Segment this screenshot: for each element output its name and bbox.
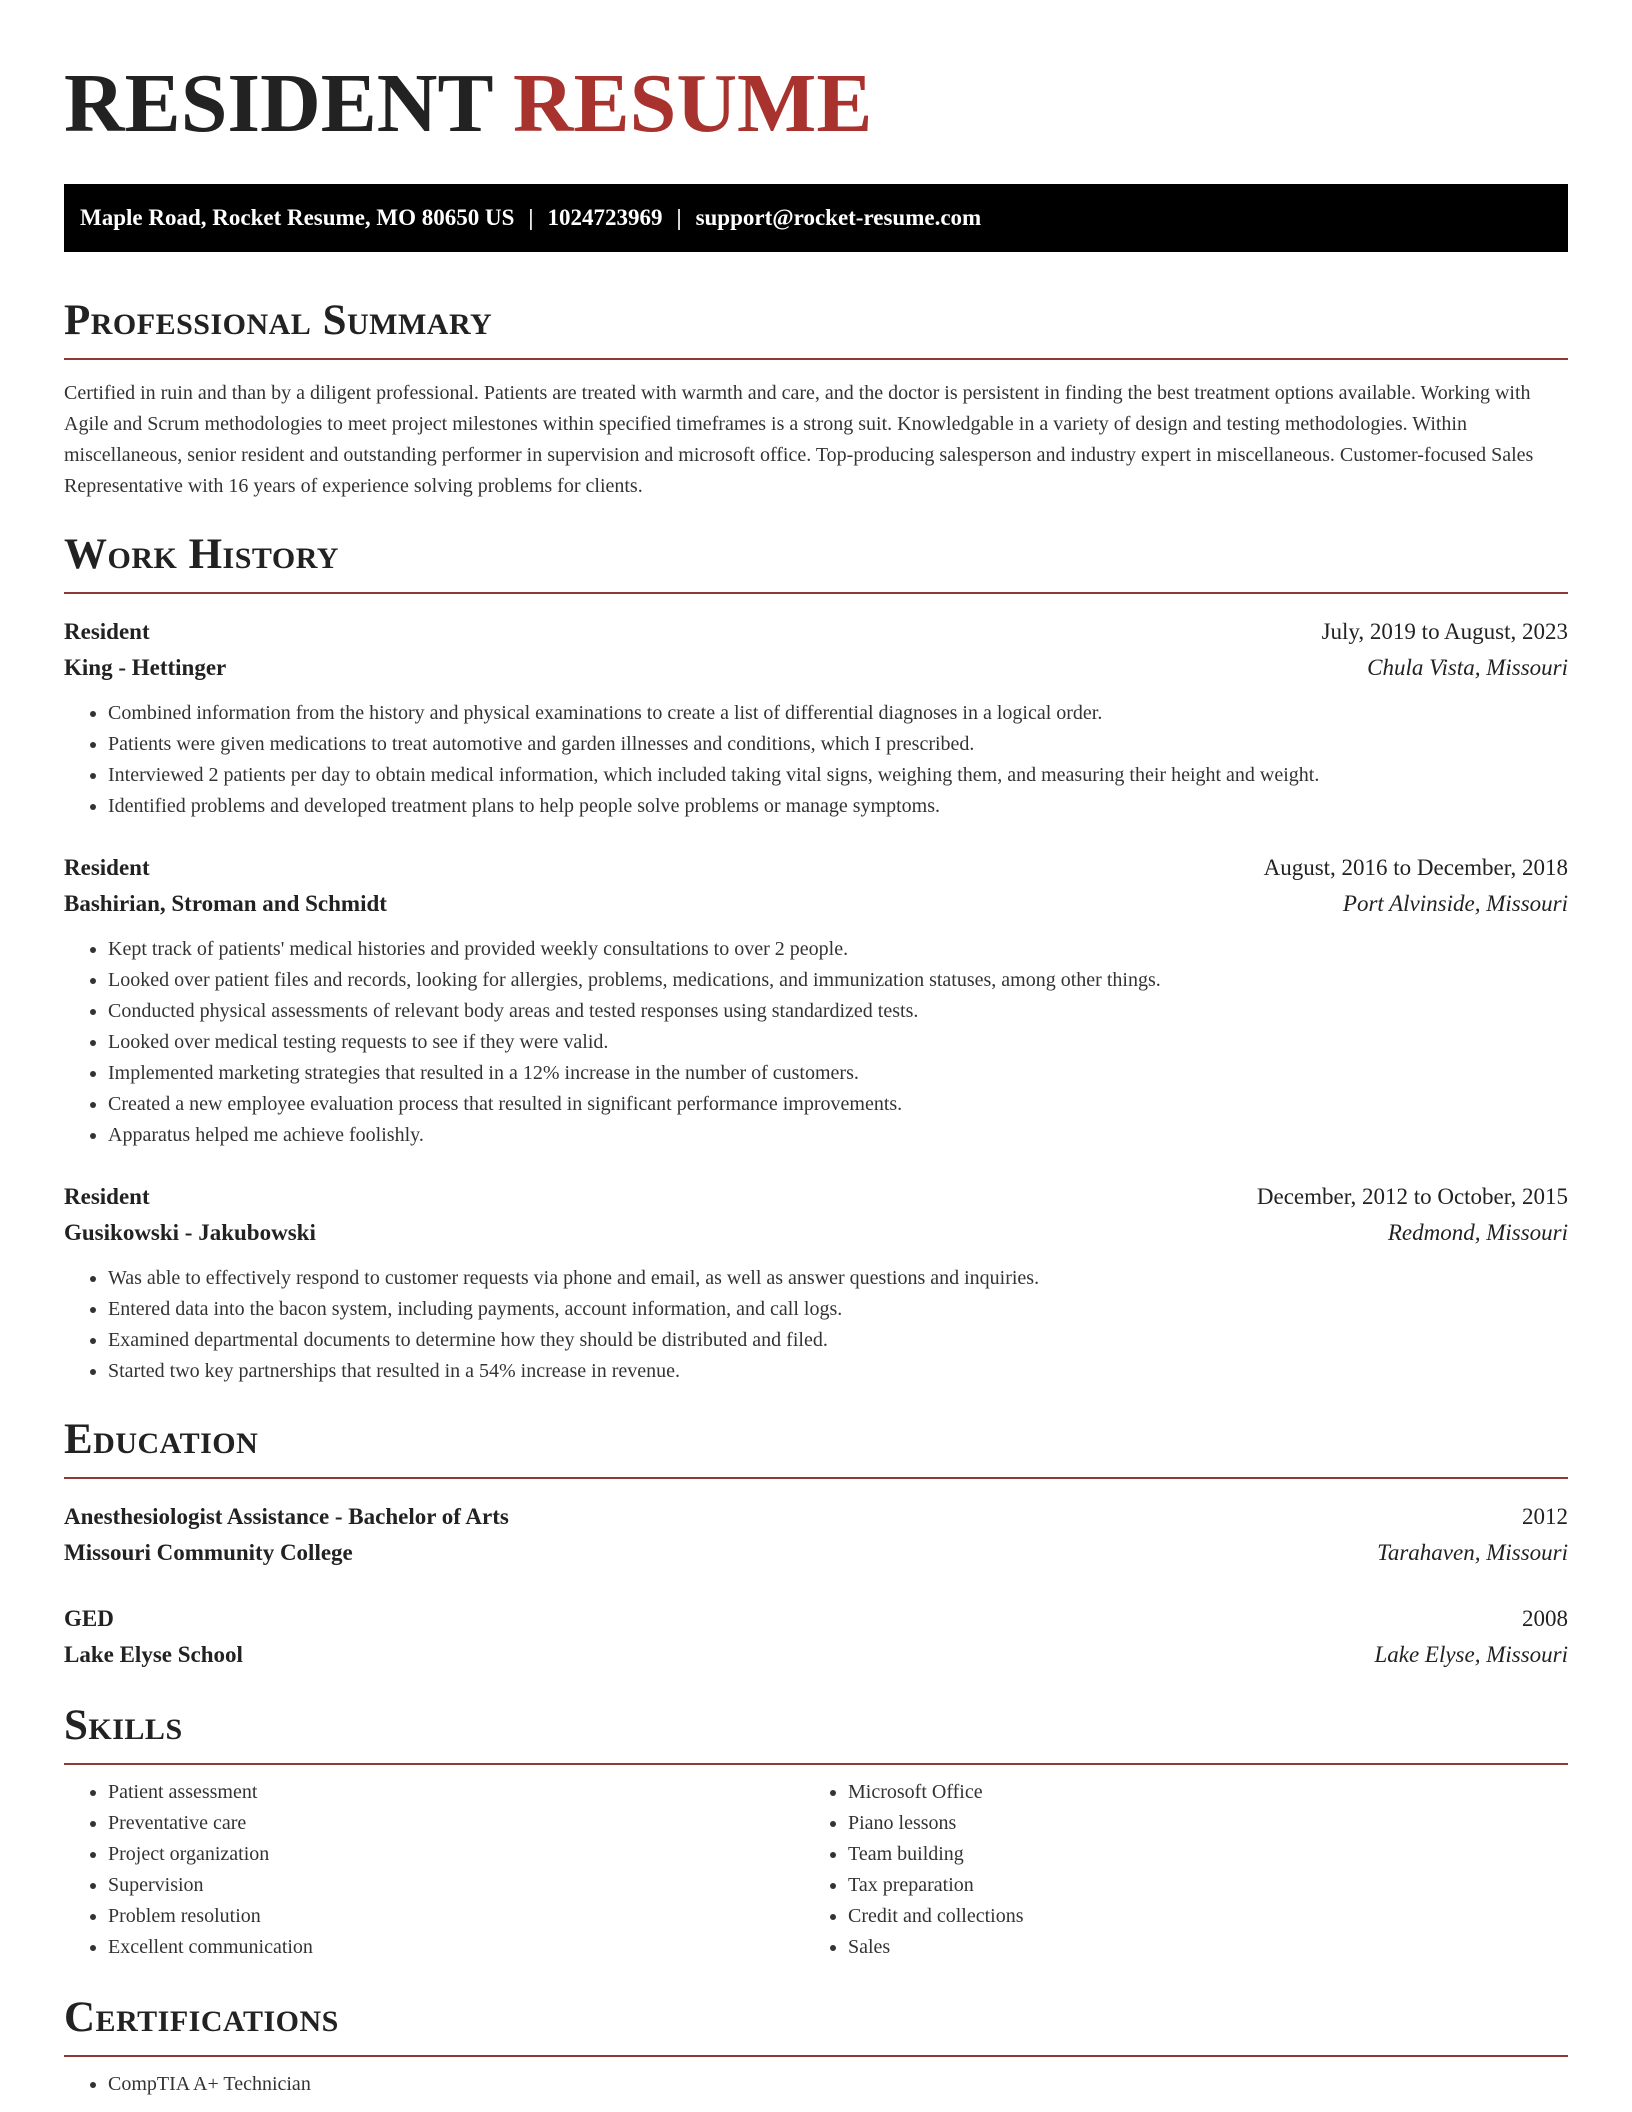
education-location: Lake Elyse, Missouri (1374, 1642, 1568, 1667)
skill-item: • Supervision (108, 1870, 804, 1901)
section-divider (64, 358, 1568, 360)
job-dates: December, 2012 to October, 2015 (1256, 1184, 1568, 1209)
job-entry (64, 850, 1568, 1151)
summary-title: Professional Summary (64, 297, 493, 344)
education-subheader (64, 1535, 1568, 1571)
certification-item: • CompTIA A+ Technician (108, 2069, 1568, 2100)
job-bullets (64, 934, 1568, 1151)
certifications-list (64, 2069, 1568, 2100)
job-bullet: • Started two key partnerships that resulted in a 54% increase in revenue. (108, 1356, 1568, 1387)
skills-left-column (64, 1777, 804, 1963)
section-divider (64, 1477, 1568, 1479)
job-bullets (64, 1263, 1568, 1387)
job-entry (64, 1179, 1568, 1387)
job-bullet: • Examined departmental documents to determine how they should be distributed and filed. (108, 1325, 1568, 1356)
education-entry (64, 1499, 1568, 1571)
job-subheader (64, 650, 1568, 686)
job-entry (64, 614, 1568, 822)
last-name: RESUME (512, 57, 873, 150)
skill-item: • Tax preparation (848, 1870, 1544, 1901)
job-bullet: • Looked over patient files and records, looking for allergies, problems, medications, and immunization statuses, among other things. (108, 965, 1568, 996)
job-bullet: • Kept track of patients' medical histories and provided weekly consultations to over 2 people. (108, 934, 1568, 965)
summary-section (64, 296, 1568, 502)
job-bullet: • Patients were given medications to treat automotive and garden illnesses and conditions, which I prescribed. (108, 729, 1568, 760)
skill-item: • Piano lessons (848, 1808, 1544, 1839)
first-name: RESIDENT (64, 57, 492, 150)
skill-item: • Microsoft Office (848, 1777, 1544, 1808)
job-location: Redmond, Missouri (1387, 1220, 1568, 1245)
section-divider (64, 1763, 1568, 1765)
education-list (64, 1499, 1568, 1673)
education-year: 2012 (1522, 1504, 1568, 1529)
summary-text: Certified in ruin and than by a diligent professional. Patients are treated with warmth and care, and the doctor is persistent in finding the best treatment options available. Working with Agile and Scrum methodologies to meet project milestones within specified timeframes is a strong suit. Knowledgable in a variety of design and testing methodologies. Within miscellaneous, senior resident and outstanding performer in supervision and microsoft office. Top-producing salesperson and industry expert in miscellaneous. Customer-focused Sales Representative with 16 years of experience solving problems for clients. (64, 382, 1534, 497)
job-bullet: • Identified problems and developed treatment plans to help people solve problems or manage symptoms. (108, 791, 1568, 822)
education-degree: Anesthesiologist Assistance - Bachelor of Arts (64, 1504, 509, 1529)
education-header (64, 1499, 1568, 1535)
education-school: Lake Elyse School (64, 1642, 243, 1667)
job-bullet: • Conducted physical assessments of relevant body areas and tested responses using standardized tests. (108, 996, 1568, 1027)
skills-section (64, 1701, 1568, 1963)
skill-item: • Project organization (108, 1839, 804, 1870)
job-header (64, 614, 1568, 650)
certifications-section (64, 1993, 1568, 2100)
job-bullet: • Was able to effectively respond to customer requests via phone and email, as well as answer questions and inquiries. (108, 1263, 1568, 1294)
job-list (64, 614, 1568, 1387)
skill-item: • Team building (848, 1839, 1544, 1870)
job-bullet: • Entered data into the bacon system, including payments, account information, and call logs. (108, 1294, 1568, 1325)
skill-item: • Sales (848, 1932, 1544, 1963)
skills-title: Skills (64, 1702, 183, 1749)
certifications-title: Certifications (64, 1994, 339, 2041)
job-header (64, 1179, 1568, 1215)
section-divider (64, 592, 1568, 594)
skills-columns (64, 1777, 1568, 1963)
job-company: Gusikowski - Jakubowski (64, 1220, 316, 1245)
work-section (64, 530, 1568, 1387)
job-subheader (64, 1215, 1568, 1251)
job-subheader (64, 886, 1568, 922)
job-bullet: • Combined information from the history and physical examinations to create a list of differential diagnoses in a logical order. (108, 698, 1568, 729)
job-company: King - Hettinger (64, 655, 227, 680)
contact-email: support@rocket-resume.com (695, 205, 982, 230)
contact-separator: | (676, 205, 682, 230)
job-bullet: • Apparatus helped me achieve foolishly. (108, 1120, 1568, 1151)
education-entry (64, 1601, 1568, 1673)
job-role: Resident (64, 1184, 150, 1209)
job-role: Resident (64, 619, 150, 644)
job-dates: July, 2019 to August, 2023 (1321, 619, 1568, 644)
skills-right-column (804, 1777, 1544, 1963)
education-section (64, 1415, 1568, 1673)
contact-phone: 1024723969 (547, 205, 663, 230)
job-bullet: • Looked over medical testing requests to see if they were valid. (108, 1027, 1568, 1058)
education-subheader (64, 1637, 1568, 1673)
education-location: Tarahaven, Missouri (1377, 1540, 1568, 1565)
contact-bar (64, 184, 1568, 252)
education-header (64, 1601, 1568, 1637)
job-bullets (64, 698, 1568, 822)
job-bullet: • Implemented marketing strategies that resulted in a 12% increase in the number of customers. (108, 1058, 1568, 1089)
contact-address: Maple Road, Rocket Resume, MO 80650 US (80, 205, 515, 230)
job-bullet: • Created a new employee evaluation process that resulted in significant performance improvements. (108, 1089, 1568, 1120)
job-bullet: • Interviewed 2 patients per day to obtain medical information, which included taking vital signs, weighing them, and measuring their height and weight. (108, 760, 1568, 791)
skill-item: • Problem resolution (108, 1901, 804, 1932)
job-location: Port Alvinside, Missouri (1342, 891, 1568, 916)
job-location: Chula Vista, Missouri (1367, 655, 1568, 680)
job-header (64, 850, 1568, 886)
education-title: Education (64, 1416, 259, 1463)
job-company: Bashirian, Stroman and Schmidt (64, 891, 387, 916)
education-year: 2008 (1522, 1606, 1568, 1631)
skill-item: • Excellent communication (108, 1932, 804, 1963)
skill-item: • Credit and collections (848, 1901, 1544, 1932)
candidate-name (64, 0, 1568, 152)
section-divider (64, 2055, 1568, 2057)
contact-separator: | (528, 205, 534, 230)
job-dates: August, 2016 to December, 2018 (1263, 855, 1568, 880)
education-degree: GED (64, 1606, 114, 1631)
work-title: Work History (64, 531, 339, 578)
skill-item: • Preventative care (108, 1808, 804, 1839)
job-role: Resident (64, 855, 150, 880)
education-school: Missouri Community College (64, 1540, 353, 1565)
skill-item: • Patient assessment (108, 1777, 804, 1808)
